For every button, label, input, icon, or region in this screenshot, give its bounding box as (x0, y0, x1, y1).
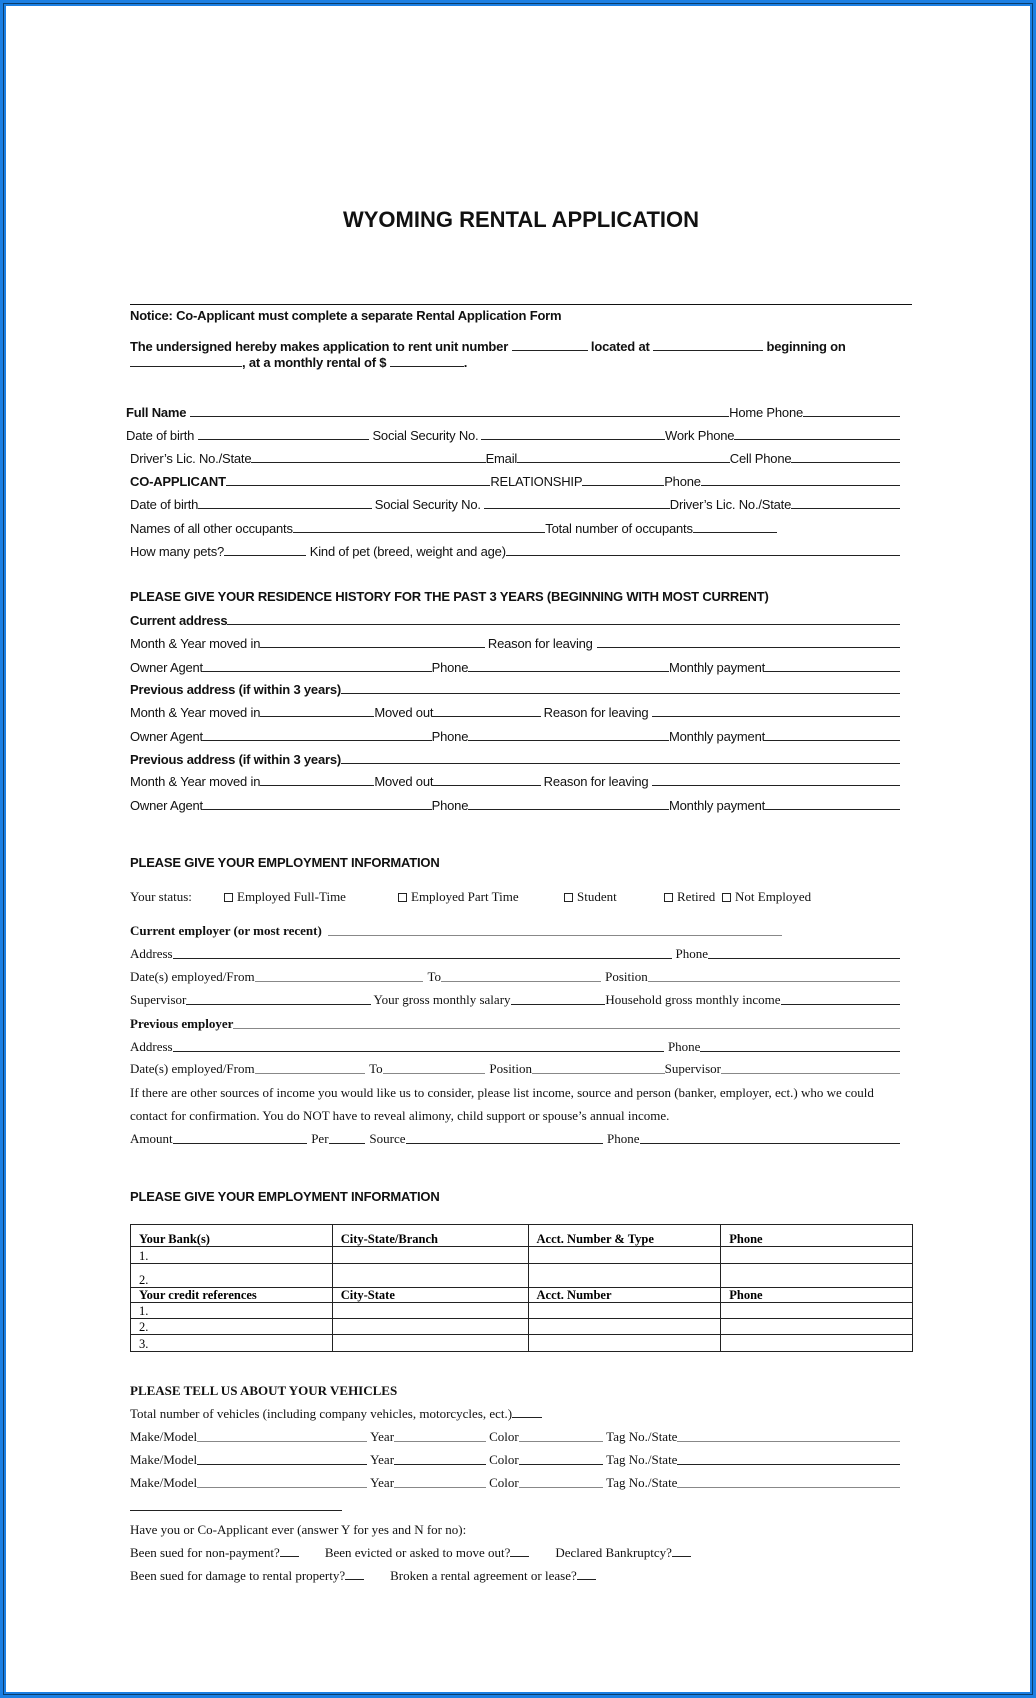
label: Reason for leaving (543, 774, 649, 789)
table-row (131, 1247, 913, 1264)
supervisor-line[interactable] (186, 1004, 370, 1005)
label: Monthly payment (669, 798, 766, 813)
label: Address (130, 946, 173, 961)
residence-heading: PLEASE GIVE YOUR RESIDENCE HISTORY FOR THE PAST 3 YEARS (BEGINNING WITH MOST CURRENT) (130, 589, 769, 604)
answer-line[interactable] (672, 1556, 691, 1557)
question-text: Been sued for damage to rental property? (130, 1568, 346, 1583)
label: Kind of pet (breed, weight and age) (309, 544, 506, 559)
label: Color (489, 1475, 519, 1490)
vehicle-row (130, 1450, 900, 1468)
label: Phone (667, 1039, 701, 1054)
label: Address (130, 1039, 173, 1054)
moved-in-line[interactable] (260, 785, 374, 786)
label: Full Name (126, 405, 187, 420)
employment-dates-row (130, 967, 900, 985)
question-text: Broken a rental agreement or lease? (390, 1568, 577, 1583)
label: To (427, 969, 441, 984)
banking-heading: PLEASE GIVE YOUR EMPLOYMENT INFORMATION (130, 1189, 440, 1204)
monthly-payment-line[interactable] (765, 740, 900, 741)
label: Your gross monthly salary (373, 992, 511, 1007)
owner-phone-line[interactable] (468, 671, 669, 672)
household-income-line[interactable] (781, 1004, 900, 1005)
co-dob-line[interactable] (198, 508, 372, 509)
table-row (131, 1303, 913, 1319)
previous-address-row (130, 679, 900, 697)
reason-line[interactable] (652, 716, 900, 717)
checkbox-icon (224, 893, 233, 902)
label: Email (485, 451, 518, 466)
answer-line[interactable] (510, 1556, 529, 1557)
from-date-line[interactable] (255, 1073, 366, 1074)
make-model-line[interactable] (197, 1487, 367, 1488)
column-header: Phone (721, 1225, 913, 1247)
label: Date of birth (126, 428, 195, 443)
label: Social Security No. (374, 497, 481, 512)
table-row (131, 1264, 913, 1288)
status-full-time-checkbox[interactable] (224, 889, 346, 905)
label: Position (489, 1061, 533, 1076)
prev-moved-row (130, 702, 900, 720)
table-row (131, 1335, 913, 1352)
label: Work Phone (665, 428, 735, 443)
label: Home Phone (729, 405, 804, 420)
owner-agent-line[interactable] (203, 740, 432, 741)
label: Monthly payment (669, 729, 766, 744)
label: Month & Year moved in (130, 636, 261, 651)
moved-in-row (130, 633, 900, 651)
bank-header-row (131, 1225, 913, 1247)
owner-phone-line[interactable] (468, 809, 669, 810)
table-cell[interactable] (332, 1335, 528, 1352)
employer-address-line[interactable] (173, 1051, 664, 1052)
position-line[interactable] (532, 1073, 665, 1074)
previous-address-line[interactable] (341, 763, 900, 764)
co-ssn-line[interactable] (484, 508, 670, 509)
previous-address-row (130, 749, 900, 767)
owner-agent-row (130, 726, 900, 744)
co-phone-line[interactable] (701, 485, 900, 486)
intro-text: . (463, 355, 468, 370)
credit-header-row (131, 1288, 913, 1303)
intro-line-1 (130, 339, 846, 354)
prev-employer-address-row (130, 1037, 900, 1055)
checkbox-icon (398, 893, 407, 902)
monthly-payment-line[interactable] (765, 809, 900, 810)
prev-moved-row (130, 771, 900, 789)
column-header: Your credit references (131, 1288, 333, 1303)
label: How many pets? (130, 544, 225, 559)
to-date-line[interactable] (441, 981, 601, 982)
table-cell[interactable] (528, 1303, 721, 1319)
label: Owner Agent (130, 660, 203, 675)
intro-text: beginning on (766, 339, 846, 354)
relationship-line[interactable] (582, 485, 664, 486)
table-cell[interactable] (528, 1335, 721, 1352)
year-line[interactable] (394, 1487, 486, 1488)
total-vehicles-line[interactable] (512, 1417, 542, 1418)
label: Phone (607, 1131, 640, 1146)
label: Previous employer (130, 1016, 234, 1031)
row-number[interactable]: 1. (131, 1303, 333, 1319)
full-name-line[interactable] (190, 416, 729, 417)
label: Supervisor (130, 992, 187, 1007)
gross-salary-line[interactable] (511, 1004, 606, 1005)
label: Employed Part Time (411, 889, 519, 904)
current-address-line[interactable] (227, 624, 900, 625)
location-line[interactable] (653, 350, 763, 351)
start-date-line[interactable] (130, 366, 242, 367)
bank-credit-table (130, 1224, 913, 1352)
column-header: Acct. Number (528, 1288, 721, 1303)
table-cell[interactable] (332, 1303, 528, 1319)
label: Monthly payment (669, 660, 766, 675)
co-applicant-row (130, 471, 900, 489)
answer-line[interactable] (577, 1579, 596, 1580)
other-income-text: If there are other sources of income you would like us to consider, please list income, source and person (banker, employer, ect.) who we could (130, 1085, 874, 1100)
label: Household gross monthly income (605, 992, 781, 1007)
reason-line[interactable] (652, 785, 900, 786)
row-number[interactable]: 3. (131, 1335, 333, 1352)
label: Make/Model (130, 1429, 198, 1444)
year-line[interactable] (394, 1464, 486, 1465)
label: Reason for leaving (543, 705, 649, 720)
salary-row (130, 990, 900, 1008)
color-line[interactable] (519, 1464, 603, 1465)
status-not-employed-checkbox[interactable] (722, 889, 811, 905)
question-text: Declared Bankruptcy? (555, 1545, 672, 1560)
label: Total number of vehicles (including company vehicles, motorcycles, ect.) (130, 1406, 513, 1421)
previous-address-line[interactable] (341, 693, 900, 694)
label: Moved out (374, 774, 434, 789)
from-date-line[interactable] (255, 981, 424, 982)
label: Tag No./State (606, 1429, 678, 1444)
work-phone-line[interactable] (734, 439, 900, 440)
label: Phone (664, 474, 701, 489)
dob-line[interactable] (198, 439, 369, 440)
label: Phone (431, 660, 469, 675)
label: Year (370, 1475, 395, 1490)
label: Tag No./State (606, 1475, 678, 1490)
table-cell[interactable] (721, 1319, 913, 1335)
label: Social Security No. (372, 428, 479, 443)
to-date-line[interactable] (383, 1073, 486, 1074)
label: Make/Model (130, 1475, 198, 1490)
checkbox-icon (664, 893, 673, 902)
tag-line[interactable] (677, 1464, 900, 1465)
vehicle-row (130, 1473, 900, 1491)
label: Current employer (or most recent) (130, 923, 322, 938)
label: Color (489, 1452, 519, 1467)
table-cell[interactable] (332, 1247, 528, 1264)
income-phone-line[interactable] (640, 1143, 900, 1144)
owner-agent-row (130, 795, 900, 813)
column-header: Phone (721, 1288, 913, 1303)
owner-agent-line[interactable] (203, 809, 432, 810)
label: Year (370, 1452, 395, 1467)
employer-phone-line[interactable] (708, 958, 900, 959)
position-line[interactable] (648, 981, 900, 982)
answer-line[interactable] (345, 1579, 364, 1580)
moved-out-line[interactable] (433, 785, 540, 786)
co-drivers-lic-line[interactable] (791, 508, 900, 509)
total-vehicles-row (130, 1406, 542, 1422)
previous-employer-line[interactable] (233, 1028, 900, 1029)
column-header: City-State/Branch (332, 1225, 528, 1247)
monthly-rent-line[interactable] (390, 366, 464, 367)
row-number[interactable]: 2. (131, 1319, 333, 1335)
table-row (131, 1319, 913, 1335)
label: CO-APPLICANT (130, 474, 226, 489)
home-phone-line[interactable] (803, 416, 900, 417)
row-number[interactable]: 1. (131, 1247, 333, 1264)
email-line[interactable] (517, 462, 730, 463)
table-cell[interactable] (528, 1264, 721, 1288)
moved-out-line[interactable] (433, 716, 540, 717)
table-cell[interactable] (721, 1264, 913, 1288)
table-cell[interactable] (721, 1303, 913, 1319)
current-employer-row (130, 921, 900, 939)
label: Employed Full-Time (237, 889, 346, 904)
label: Names of all other occupants (130, 521, 293, 536)
status-label: Your status: (130, 889, 192, 904)
question-text: Been evicted or asked to move out? (324, 1545, 511, 1560)
label: Month & Year moved in (130, 705, 261, 720)
table-cell[interactable] (332, 1319, 528, 1335)
pet-kind-line[interactable] (506, 555, 900, 556)
vehicles-heading: PLEASE TELL US ABOUT YOUR VEHICLES (130, 1383, 398, 1398)
amount-line[interactable] (173, 1143, 308, 1144)
questions-intro: Have you or Co-Applicant ever (answer Y for yes and N for no): (130, 1522, 467, 1537)
label: Make/Model (130, 1452, 198, 1467)
label: Driver’s Lic. No./State (130, 451, 252, 466)
make-model-line[interactable] (197, 1441, 367, 1442)
answer-line[interactable] (280, 1556, 299, 1557)
label: Date(s) employed/From (130, 1061, 255, 1076)
table-cell[interactable] (528, 1319, 721, 1335)
monthly-payment-line[interactable] (765, 671, 900, 672)
intro-line-2 (130, 355, 467, 370)
source-line[interactable] (406, 1143, 604, 1144)
moved-in-line[interactable] (260, 647, 485, 648)
label: Phone (675, 946, 709, 961)
pets-row (130, 541, 900, 559)
page-title: WYOMING RENTAL APPLICATION (342, 207, 700, 232)
label: Month & Year moved in (130, 774, 261, 789)
label: Phone (431, 798, 469, 813)
label: Driver’s Lic. No./State (669, 497, 792, 512)
full-name-row (126, 402, 900, 420)
employer-phone-line[interactable] (700, 1051, 900, 1052)
label: Not Employed (735, 889, 812, 904)
header-divider (130, 304, 912, 305)
label: Current address (130, 613, 228, 628)
label: Tag No./State (606, 1452, 678, 1467)
status-student-checkbox[interactable] (564, 889, 617, 905)
owner-agent-row (130, 657, 900, 675)
label: Previous address (if within 3 years) (130, 682, 341, 697)
other-income-row (130, 1129, 900, 1147)
color-line[interactable] (519, 1487, 603, 1488)
intro-text: The undersigned hereby makes application to rent unit number (130, 339, 509, 354)
co-dob-row (130, 494, 900, 512)
label: To (369, 1061, 383, 1076)
per-line[interactable] (329, 1143, 366, 1144)
drivers-lic-line[interactable] (251, 462, 485, 463)
checkbox-icon (564, 893, 573, 902)
label: Per (311, 1131, 329, 1146)
tag-line[interactable] (677, 1487, 900, 1488)
make-model-line[interactable] (197, 1464, 367, 1465)
label: Year (370, 1429, 395, 1444)
table-cell[interactable] (721, 1247, 913, 1264)
occupants-row (130, 518, 900, 536)
current-employer-line[interactable] (328, 935, 782, 936)
label: Reason for leaving (487, 636, 593, 651)
unit-number-line[interactable] (512, 350, 588, 351)
supervisor-line[interactable] (721, 1073, 900, 1074)
employment-heading: PLEASE GIVE YOUR EMPLOYMENT INFORMATION (130, 855, 440, 870)
column-header: Your Bank(s) (131, 1225, 333, 1247)
question-row (130, 1545, 691, 1561)
label: RELATIONSHIP (490, 474, 583, 489)
label: Position (605, 969, 648, 984)
intro-text: , at a monthly rental of $ (242, 355, 387, 370)
checkbox-icon (722, 893, 731, 902)
table-cell[interactable] (721, 1335, 913, 1352)
status-part-time-checkbox[interactable] (398, 889, 519, 905)
row-number[interactable]: 2. (131, 1264, 333, 1288)
year-line[interactable] (394, 1441, 486, 1442)
current-address-row (130, 610, 900, 628)
label: Date of birth (130, 497, 199, 512)
label: Moved out (374, 705, 434, 720)
employer-address-row (130, 944, 900, 962)
dob-row (126, 425, 900, 443)
drivers-row (130, 448, 900, 466)
table-cell[interactable] (528, 1247, 721, 1264)
label: Phone (431, 729, 469, 744)
status-retired-checkbox[interactable] (664, 889, 715, 905)
co-applicant-line[interactable] (226, 485, 490, 486)
label: Date(s) employed/From (130, 969, 255, 984)
label: Color (489, 1429, 519, 1444)
section-divider (130, 1510, 342, 1511)
ssn-line[interactable] (481, 439, 665, 440)
column-header: Acct. Number & Type (528, 1225, 721, 1247)
previous-employer-row (130, 1014, 900, 1032)
occupants-line[interactable] (293, 532, 546, 533)
tag-line[interactable] (677, 1441, 900, 1442)
intro-text: located at (590, 339, 650, 354)
color-line[interactable] (519, 1441, 603, 1442)
reason-line[interactable] (597, 647, 900, 648)
owner-phone-line[interactable] (468, 740, 669, 741)
question-text: Been sued for non-payment? (130, 1545, 280, 1560)
employer-address-line[interactable] (173, 958, 672, 959)
vehicle-row (130, 1427, 900, 1445)
moved-in-line[interactable] (260, 716, 374, 717)
label: Student (577, 889, 617, 904)
prev-employment-dates-row (130, 1059, 900, 1077)
cell-phone-line[interactable] (791, 462, 900, 463)
label: Owner Agent (130, 798, 203, 813)
label: Previous address (if within 3 years) (130, 752, 341, 767)
owner-agent-line[interactable] (203, 671, 432, 672)
total-occupants-line[interactable] (693, 532, 777, 533)
question-row (130, 1568, 596, 1584)
other-income-text: contact for confirmation. You do NOT have to reveal alimony, child support or spouse’s annual income. (130, 1108, 670, 1123)
pets-count-line[interactable] (224, 555, 306, 556)
notice-text: Notice: Co-Applicant must complete a separate Rental Application Form (130, 308, 562, 323)
label: Supervisor (664, 1061, 721, 1076)
label: Owner Agent (130, 729, 203, 744)
label: Amount (130, 1131, 173, 1146)
label: Source (369, 1131, 406, 1146)
label: Cell Phone (729, 451, 792, 466)
label: Retired (677, 889, 716, 904)
column-header: City-State (332, 1288, 528, 1303)
table-cell[interactable] (332, 1264, 528, 1288)
label: Total number of occupants (545, 521, 693, 536)
